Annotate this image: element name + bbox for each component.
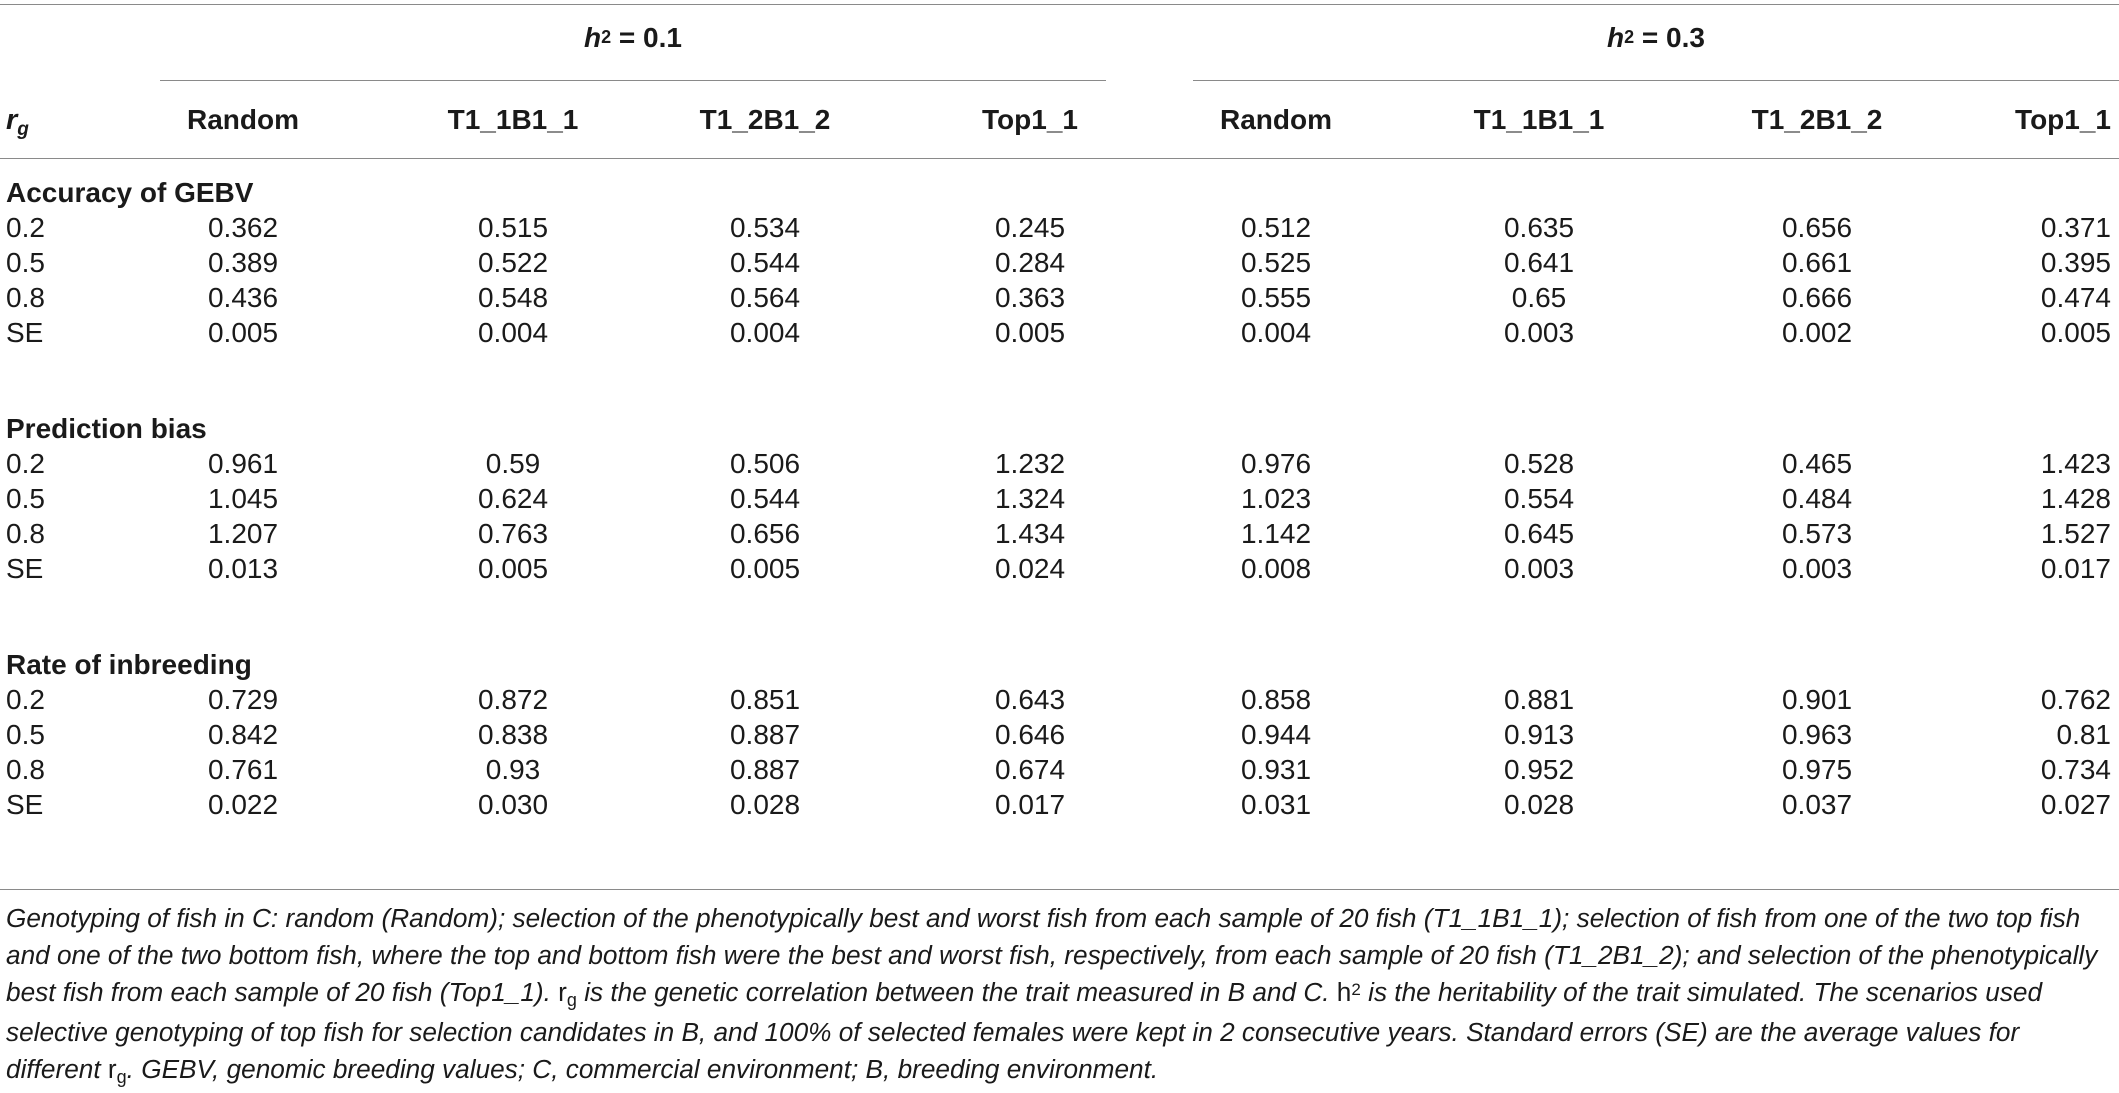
column-header-t12b12-h03: T1_2B1_2 [1751,104,1883,135]
group-header-h2-0.1 [160,22,1106,54]
table-cell: 1.428 [2040,483,2111,514]
top-rule [0,4,2119,5]
table-cell: 0.389 [207,247,279,278]
table-cell: 0.554 [1503,483,1575,514]
table-cell: 0.484 [1781,483,1853,514]
footnote-part1: Genotyping of fish in C: random (Random); selection of the phenotypically best and worst fish from each sample of 20 fish (T1_1B1_1); selection of fish from one of the two top fish and one of the two bottom fish, where the top and bottom fish were the best and worst fish, respectively, from each sample of 20 fish (T1_2B1_2); and selection of the phenotypically best fish from each sample of 20 fish (Top1_1). [6,903,2098,1007]
row-label: SE [6,317,44,348]
table-cell: 0.548 [477,282,549,313]
column-header-t12b12-h01: T1_2B1_2 [699,104,831,135]
table-cell: 0.656 [1781,212,1853,243]
column-header-top11-h01: Top1_1 [982,104,1078,135]
row-label: SE [6,789,44,820]
table-cell: 0.901 [1781,684,1853,715]
table-cell: 0.534 [729,212,801,243]
table-cell: 0.005 [2040,317,2111,348]
table-cell: 1.434 [994,518,1066,549]
table-cell: 0.544 [729,247,801,278]
rg-column-header [6,104,29,140]
table-cell: 0.031 [1240,789,1312,820]
table-cell: 1.023 [1240,483,1312,514]
table-cell: 0.528 [1503,448,1575,479]
table-cell: 1.423 [2040,448,2111,479]
table-cell: 0.004 [729,317,801,348]
table-cell: 0.952 [1503,754,1575,785]
row-label: 0.2 [6,684,45,715]
table-cell: 0.729 [207,684,279,715]
table-cell: 0.030 [477,789,549,820]
table-cell: 0.624 [477,483,549,514]
table-cell: 0.666 [1781,282,1853,313]
footnote-rg2-sub: g [116,1067,127,1087]
table-cell: 0.017 [2040,553,2111,584]
row-label: 0.2 [6,212,45,243]
table-cell: 0.003 [1503,553,1575,584]
table-bottom-rule [0,889,2119,890]
table-cell: 0.017 [994,789,1066,820]
table-cell: 0.555 [1240,282,1312,313]
table-cell: 1.045 [207,483,279,514]
table-cell: 0.674 [994,754,1066,785]
section-title-inbreeding: Rate of inbreeding [6,649,252,680]
rg-sub: g [17,119,29,140]
table-cell: 0.002 [1781,317,1853,348]
group-right-rule [1193,80,2119,81]
table-cell: 0.881 [1503,684,1575,715]
footnote-part3: is the heritability of the trait simulated. The scenarios used selective genotyping of top fish for selection candidates in B, and 100% of selected females were kept in 2 consecutive years. Standard errors (SE) are the average values for different [6,977,2043,1084]
table-cell: 0.512 [1240,212,1312,243]
table-cell: 0.59 [485,448,541,479]
table-cell: 1.207 [207,518,279,549]
table-cell: 0.005 [729,553,801,584]
table-cell: 0.005 [994,317,1066,348]
table-cell: 0.003 [1503,317,1575,348]
table-cell: 0.913 [1503,719,1575,750]
table-cell: 0.465 [1781,448,1853,479]
group-left-exp: 2 [601,27,612,47]
group-right-exp: 2 [1624,27,1635,47]
table-cell: 1.232 [994,448,1066,479]
table-cell: 0.887 [729,754,801,785]
table-cell: 0.872 [477,684,549,715]
footnote-part2: is the genetic correlation between the trait measured in B and C. [576,977,1337,1007]
table-cell: 0.931 [1240,754,1312,785]
table-cell: 0.363 [994,282,1066,313]
group-left-h: h [584,22,602,53]
table-cell: 0.005 [207,317,279,348]
table-cell: 0.037 [1781,789,1853,820]
table-cell: 0.65 [1511,282,1567,313]
table-cell: 0.975 [1781,754,1853,785]
table-cell: 0.005 [477,553,549,584]
row-label: SE [6,553,44,584]
table-cell: 0.004 [1240,317,1312,348]
table-cell: 1.142 [1240,518,1312,549]
table-cell: 0.362 [207,212,279,243]
column-header-random-h01: Random [187,104,299,135]
table-cell: 0.008 [1240,553,1312,584]
section-title-prediction-bias: Prediction bias [6,413,207,444]
header-bottom-rule [0,158,2119,159]
column-header-top11-h03: Top1_1 [2015,104,2111,135]
table-cell: 0.371 [2040,212,2111,243]
group-right-h: h [1607,22,1625,53]
group-left-rule [160,80,1106,81]
table-cell: 0.976 [1240,448,1312,479]
table-cell: 0.474 [2040,282,2111,313]
group-header-h2-0.3 [1193,22,2119,54]
column-header-t11b11-h03: T1_1B1_1 [1473,104,1605,135]
table-cell: 0.762 [2040,684,2111,715]
row-label: 0.5 [6,719,45,750]
table-cell: 0.635 [1503,212,1575,243]
footnote-h-exp: 2 [1351,980,1361,999]
table-cell: 0.963 [1781,719,1853,750]
footnote-rg-sub: g [566,990,577,1010]
table-cell: 0.734 [2040,754,2111,785]
table-cell: 0.641 [1503,247,1575,278]
table-cell: 0.761 [207,754,279,785]
table-cell: 0.838 [477,719,549,750]
table-cell: 0.003 [1781,553,1853,584]
group-left-rest: = 0.1 [611,22,682,53]
row-label: 0.8 [6,754,45,785]
table-cell: 0.656 [729,518,801,549]
table-cell: 1.324 [994,483,1066,514]
table-cell: 0.436 [207,282,279,313]
table-cell: 0.763 [477,518,549,549]
table-cell: 0.887 [729,719,801,750]
table-cell: 0.506 [729,448,801,479]
rg-r: r [6,104,18,136]
table-cell: 0.028 [1503,789,1575,820]
table-cell: 0.851 [729,684,801,715]
table-cell: 0.93 [485,754,541,785]
table-cell: 0.013 [207,553,279,584]
table-cell: 0.522 [477,247,549,278]
footnote-h: h [1336,977,1352,1007]
table-cell: 0.564 [729,282,801,313]
section-title-accuracy: Accuracy of GEBV [6,177,254,208]
table-cell: 0.028 [729,789,801,820]
table-footnote [6,900,2111,1091]
table-cell: 0.395 [2040,247,2111,278]
table-cell: 0.944 [1240,719,1312,750]
table-cell: 0.643 [994,684,1066,715]
table-cell: 0.961 [207,448,279,479]
table-cell: 0.515 [477,212,549,243]
table-cell: 0.004 [477,317,549,348]
footnote-rg2-r: r [107,1054,117,1084]
table-cell: 0.544 [729,483,801,514]
table-cell: 0.027 [2040,789,2111,820]
row-label: 0.8 [6,282,45,313]
footnote-rg-r: r [558,977,567,1007]
table-cell: 0.842 [207,719,279,750]
row-label: 0.5 [6,247,45,278]
table-cell: 0.284 [994,247,1066,278]
column-header-t11b11-h01: T1_1B1_1 [447,104,579,135]
table-cell: 1.527 [2040,518,2111,549]
table-cell: 0.022 [207,789,279,820]
table-cell: 0.573 [1781,518,1853,549]
table-cell: 0.024 [994,553,1066,584]
row-label: 0.8 [6,518,45,549]
group-right-rest: = 0.3 [1634,22,1705,53]
table-cell: 0.646 [994,719,1066,750]
table-cell: 0.525 [1240,247,1312,278]
row-label: 0.5 [6,483,45,514]
table-cell: 0.245 [994,212,1066,243]
table-cell: 0.858 [1240,684,1312,715]
row-label: 0.2 [6,448,45,479]
column-header-random-h03: Random [1220,104,1332,135]
table-cell: 0.645 [1503,518,1575,549]
footnote-part4: . GEBV, genomic breeding values; C, commercial environment; B, breeding environment. [126,1054,1159,1084]
table-cell: 0.661 [1781,247,1853,278]
table-cell: 0.81 [2056,719,2111,750]
